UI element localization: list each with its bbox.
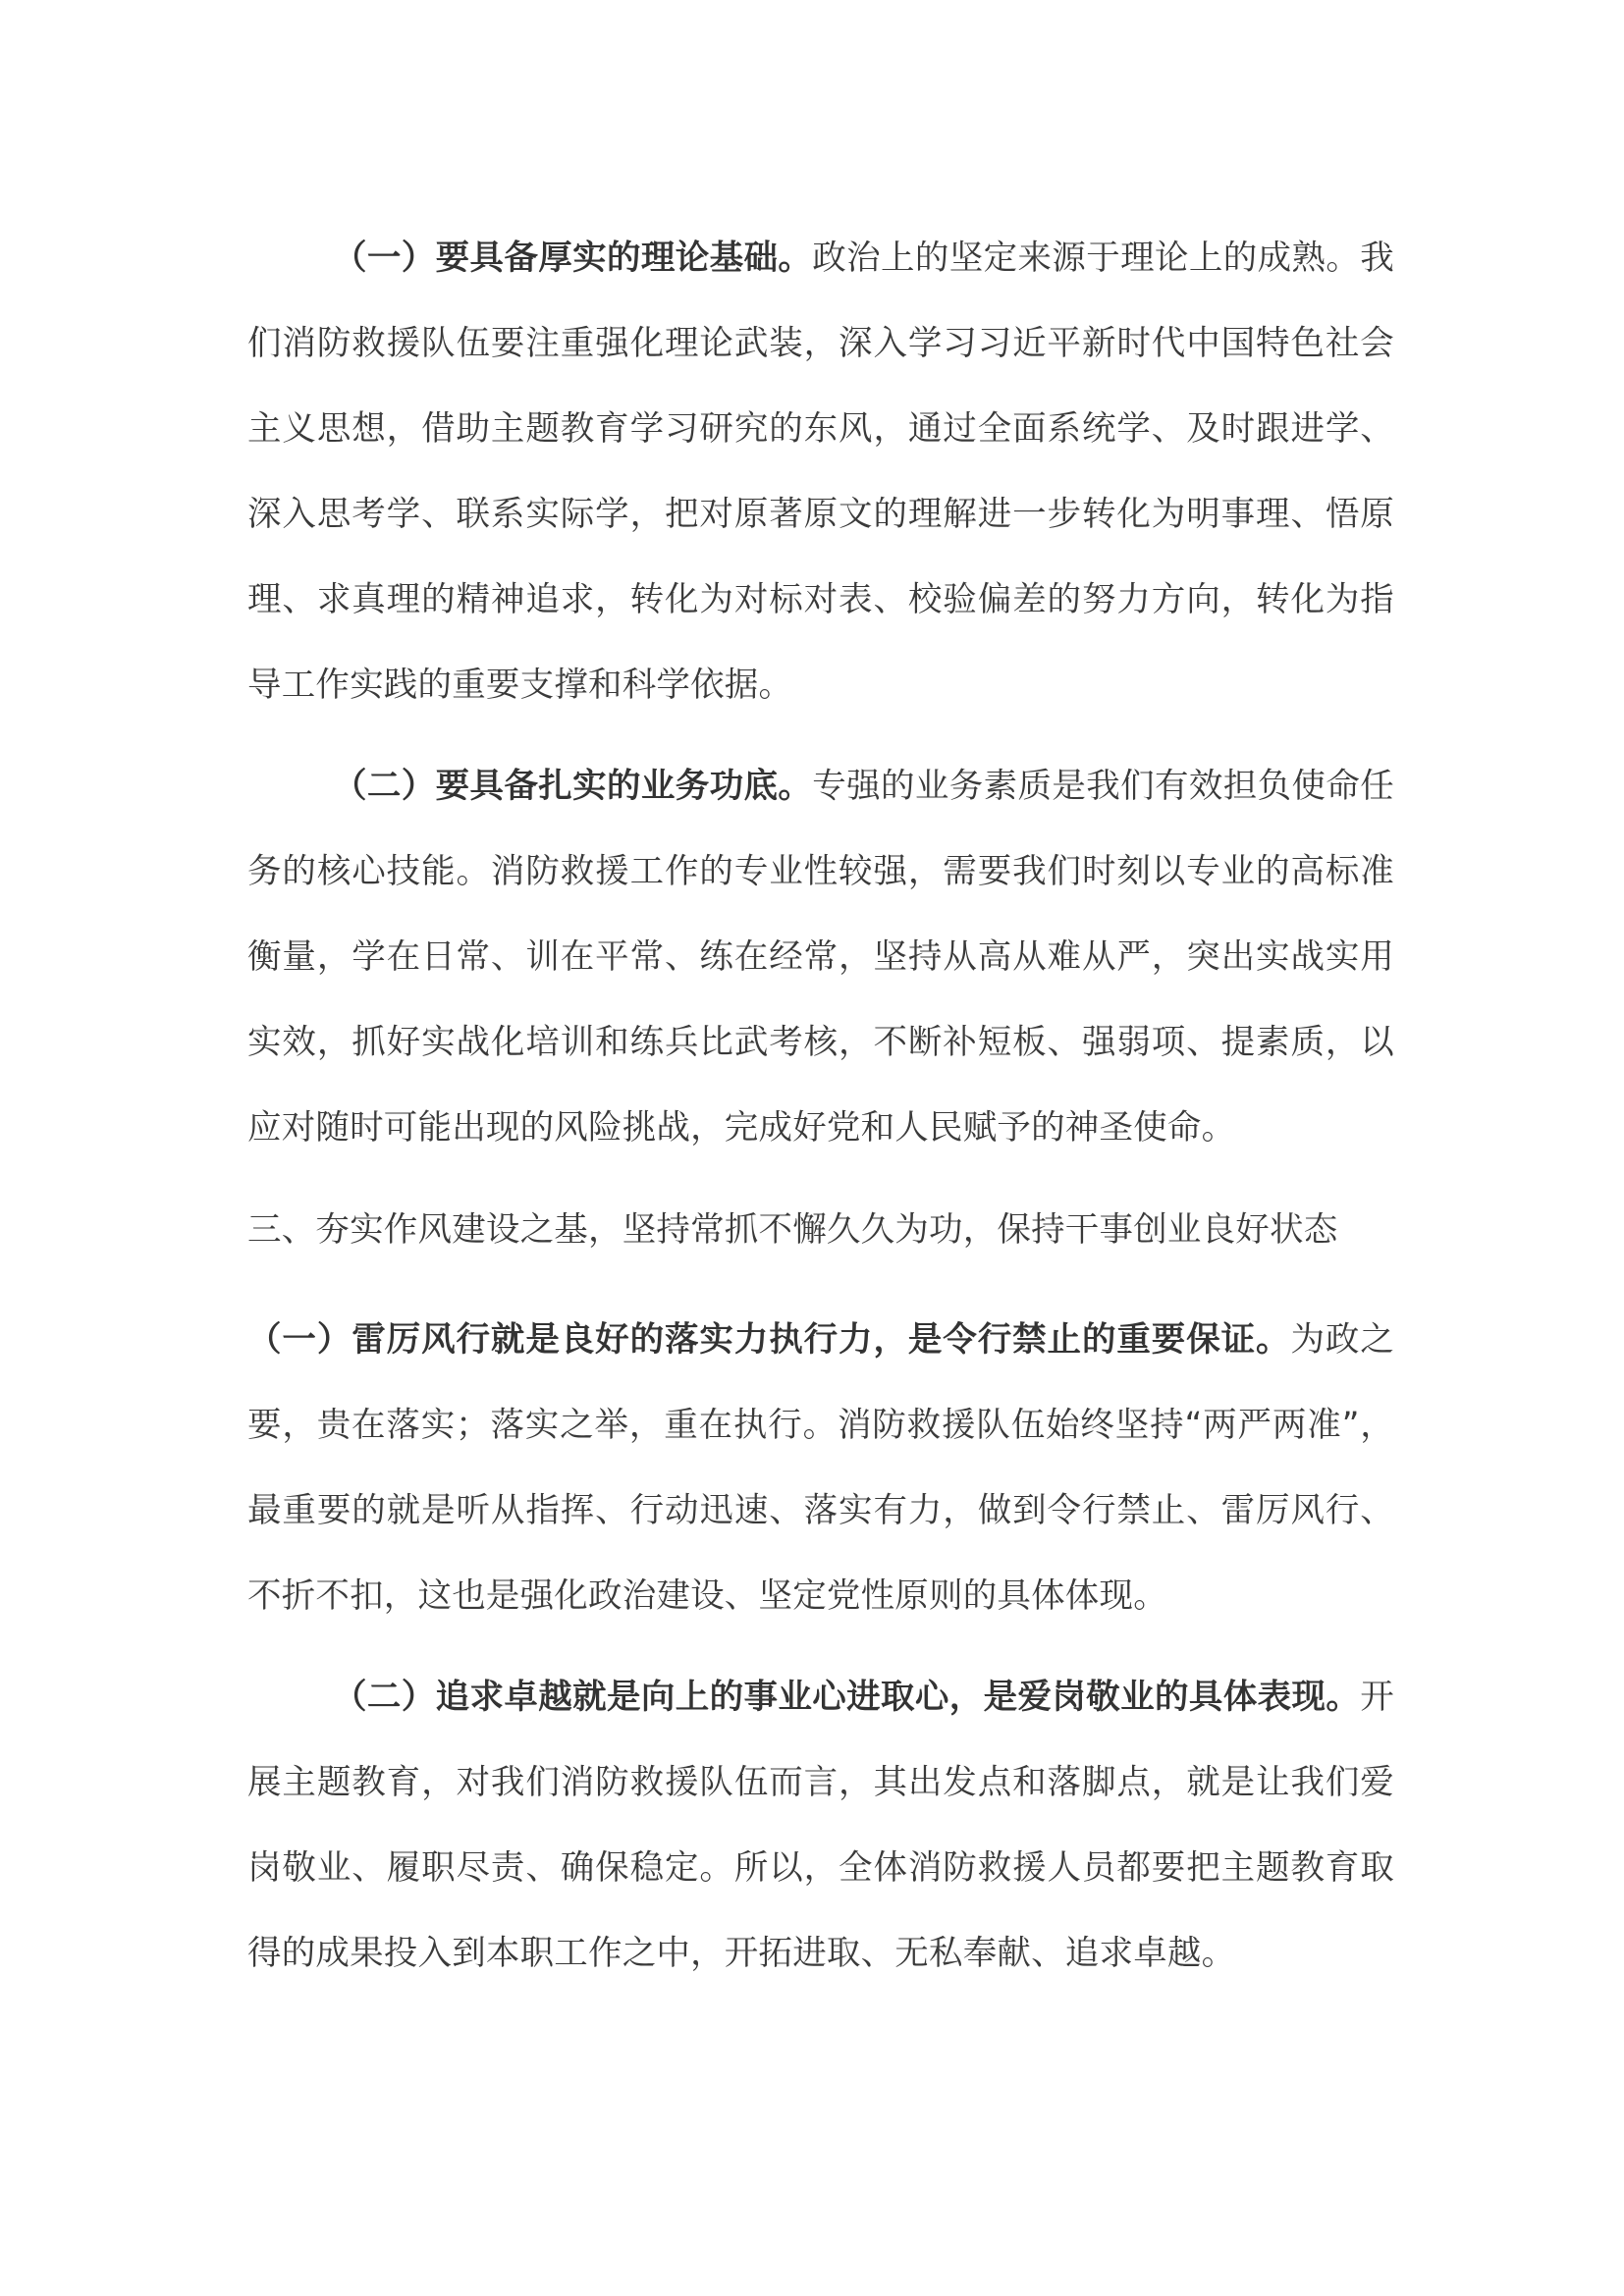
paragraph-execution: [247, 1298, 1394, 1639]
paragraph-theory-foundation: [247, 216, 1394, 728]
paragraph-excellence: [247, 1655, 1394, 1997]
paragraph-business-skill: [247, 744, 1394, 1171]
paragraph-body: 开展主题教育，对我们消防救援队伍而言，其出发点和落脚点，就是让我们爱岗敬业、履职尽责、确保稳定。所以，全体消防救援人员都要把主题教育取得的成果投入到本职工作之中，开拓进取、无私奉献、追求卓越。: [247, 1678, 1394, 1973]
paragraph-body: 专强的业务素质是我们有效担负使命任务的核心技能。消防救援工作的专业性较强，需要我们时刻以专业的高标准衡量，学在日常、训在平常、练在经常，坚持从高从难从严，突出实战实用实效，抓好实战化培训和练兵比武考核，不断补短板、强弱项、提素质，以应对随时可能出现的风险挑战，完成好党和人民赋予的神圣使命。: [247, 767, 1394, 1148]
paragraph-lead: （二）要具备扎实的业务功底。: [333, 767, 813, 806]
paragraph-body: 政治上的坚定来源于理论上的成熟。我们消防救援队伍要注重强化理论武装，深入学习习近平新时代中国特色社会主义思想，借助主题教育学习研究的东风，通过全面系统学、及时跟进学、深入思考学、联系实际学，把对原著原文的理解进一步转化为明事理、悟原理、求真理的精神追求，转化为对标对表、校验偏差的努力方向，转化为指导工作实践的重要支撑和科学依据。: [247, 239, 1394, 705]
paragraph-lead: （二）追求卓越就是向上的事业心进取心，是爱岗敬业的具体表现。: [333, 1678, 1361, 1717]
paragraph-lead: （一）要具备厚实的理论基础。: [333, 239, 813, 278]
paragraph-body: 为政之要，贵在落实；落实之举，重在执行。消防救援队伍始终坚持“两严两准”，最重要的就是听从指挥、行动迅速、落实有力，做到令行禁止、雷厉风行、不折不扣，这也是强化政治建设、坚定党性原则的具体体现。: [247, 1320, 1394, 1616]
paragraph-lead: （一）雷厉风行就是良好的落实力执行力，是令行禁止的重要保证。: [247, 1320, 1291, 1360]
section-heading: 三、夯实作风建设之基，坚持常抓不懈久久为功，保持干事创业良好状态: [247, 1210, 1338, 1250]
